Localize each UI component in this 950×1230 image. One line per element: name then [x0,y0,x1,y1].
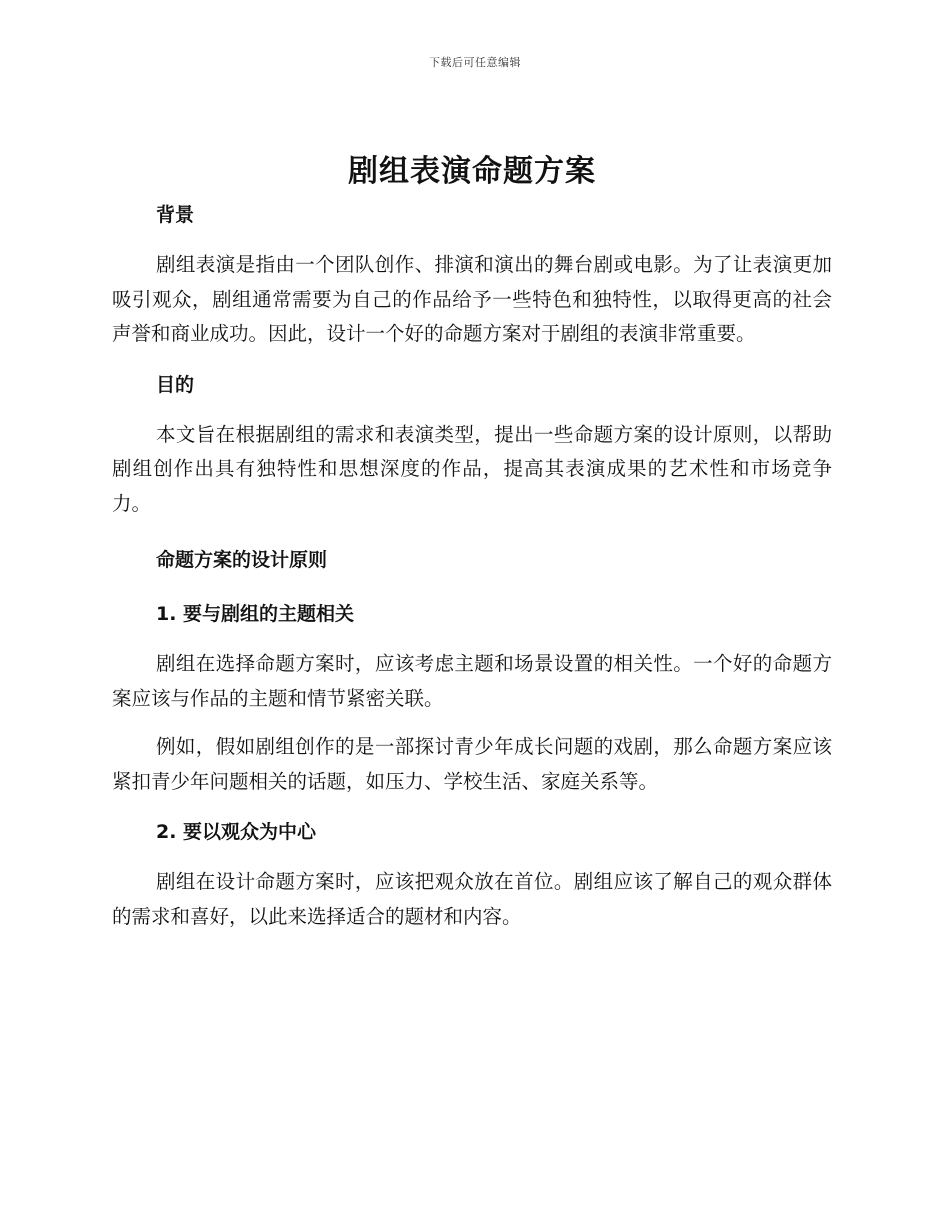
paragraph-purpose: 本文旨在根据剧组的需求和表演类型，提出一些命题方案的设计原则，以帮助剧组创作出具有独特性和思想深度的作品，提高其表演成果的艺术性和市场竞争力。 [112,422,832,515]
paragraph-principle-2: 剧组在设计命题方案时，应该把观众放在首位。剧组应该了解自己的观众群体的需求和喜好，以此来选择适合的题材和内容。 [112,870,832,928]
document-body [112,150,832,934]
paragraph-principle-1-example: 例如，假如剧组创作的是一部探讨青少年成长问题的戏剧，那么命题方案应该紧扣青少年问题相关的话题，如压力、学校生活、家庭关系等。 [112,735,832,793]
paragraph-background: 剧组表演是指由一个团队创作、排演和演出的舞台剧或电影。为了让表演更加吸引观众，剧组通常需要为自己的作品给予一些特色和独特性，以取得更高的社会声誉和商业成功。因此，设计一个好的命题方案对于剧组的表演非常重要。 [112,253,832,345]
section-heading-background: 背景 [156,204,195,226]
section-heading-purpose: 目的 [156,373,195,396]
principle-2-heading: 2. 要以观众为中心 [156,821,317,843]
paragraph-principle-1: 剧组在选择命题方案时，应该考虑主题和场景设置的相关性。一个好的命题方案应该与作品的主题和情节紧密关联。 [112,652,832,710]
principle-1-heading: 1. 要与剧组的主题相关 [156,603,355,625]
document-title: 剧组表演命题方案 [348,154,596,189]
section-heading-principles: 命题方案的设计原则 [156,549,328,571]
header-note: 下载后可任意编辑 [429,56,521,69]
